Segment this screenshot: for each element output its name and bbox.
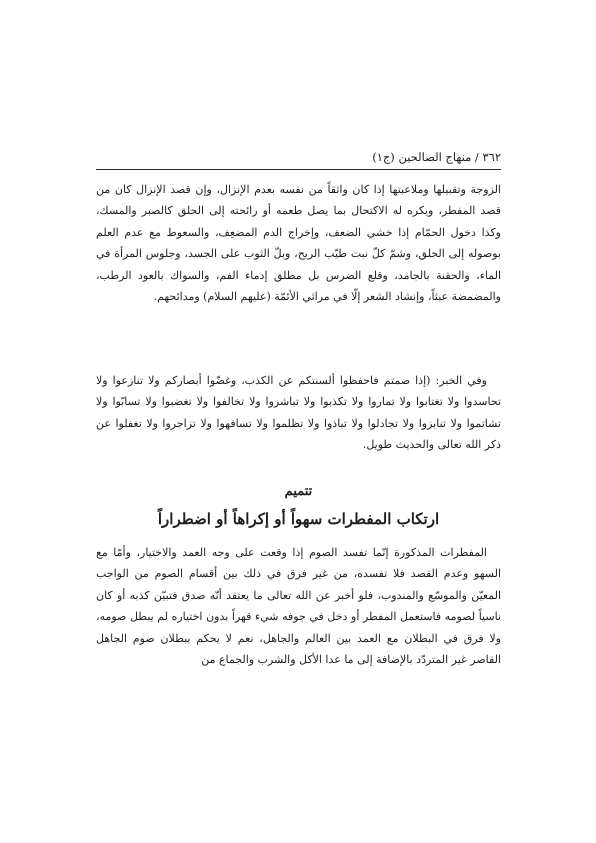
paragraph-2-text: وفي الخبر: (إذا صمتم فاحفظوا ألسنتكم عن الكذب، وغضّوا أبصاركم ولا تنازعوا ولا تحاسدوا ولا تغتابوا ولا تماروا ولا تكذبوا ولا تباشروا ولا تخالفوا ولا تغضبوا ولا تسابّوا ولا تشاتموا ولا تنابزوا ولا تجادلوا ولا تباذوا ولا تظلموا ولا تسافهوا ولا تزاجروا ولا تغفلوا عن ذكر الله تعالى والحديث طويل. bbox=[96, 374, 501, 452]
section-label: تتميم bbox=[284, 484, 313, 499]
paragraph-1-text: الزوجة وتقبيلها وملاعبتها إذا كان واثقاً من نفسه بعدم الإنزال، وإن قصد الإنزال كان من قصد المفطر، ويكره له الاكتحال بما يصل طعمه أو رائحته إلى الحلق كالصبر والمسك، وكذا دخول الحمّام إذا خشي الضعف، وإخراج الدم المضعِف، والسعوط مع عدم العلم بوصوله إلى الحلق، وشمّ كلّ نبت طيّب الريح، وبلّ الثوب على الجسد، وجلوس المرأة في الماء، والحقنة بالجامد، وقلع الضرس بل مطلق إدماء الفم، والسواك بالعود الرطب، والمضمضة عبثاً، وإنشاد الشعر إلّا في مراثي الأئمّة (عليهم السلام) ومدائحهم. bbox=[96, 183, 501, 304]
section-title: ارتكاب المفطرات سهواً أو إكراهاً أو اضطراراً bbox=[157, 510, 440, 528]
paragraph-3 bbox=[96, 542, 501, 670]
header-divider bbox=[96, 169, 501, 170]
paragraph-2 bbox=[96, 370, 501, 456]
running-header: ٣٦٢ / منهاج الصالحين (ج١) bbox=[372, 150, 501, 164]
paragraph-3-text: المفطرات المذكورة إنّما تفسد الصوم إذا وقعت على وجه العمد والاختيار، وأمّا مع السهو وعدم القصد فلا تفسده، من غير فرق في ذلك بين أقسام الصوم من الواجب المعيّن والموسّع والمندوب، فلو أخبر عن الله تعالى ما يعتقد أنّه صدق فتبيّن كذبه أو كان ناسياً لصومه فاستعمل المفطر أو دخل في جوفه شيء قهراً بدون اختياره لم يبطل صومه، ولا فرق في البطلان مع العمد بين العالم والجاهل، نعم لا يحكم ببطلان صوم الجاهل القاصر غير المتردّد بالإضافة إلى ما عدا الأكل والشرب والجماع من bbox=[96, 546, 501, 667]
paragraph-1 bbox=[96, 179, 501, 307]
